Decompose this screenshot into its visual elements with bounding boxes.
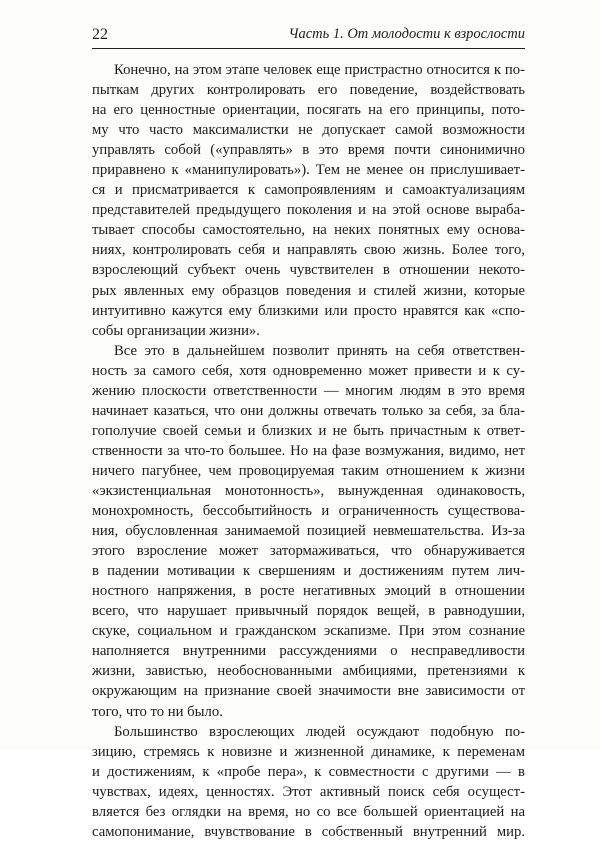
paragraph-2 — [92, 341, 525, 722]
text-line: вляется без оглядки на время, но со все большей ориентацией на — [92, 803, 525, 820]
page-header — [92, 22, 525, 49]
text-line: окружающим на признание своей значимости вне зависимости от — [92, 683, 525, 700]
text-line: ность за самого себя, хотя одновременно может привести и к су- — [92, 362, 525, 379]
text-line: тывает способы самостоятельно, на неких понятных ему основа- — [92, 222, 525, 239]
text-line: зицию, стремясь к новизне и жизненной динамике, к переменам — [92, 743, 525, 760]
text-line: ся и присматривается к самопроявлениям и самоактуализациям — [92, 182, 525, 199]
text-line: интуитивно кажутся ему близкими или просто нравятся как «спо- — [92, 302, 525, 319]
text-line: представителей предыдущего поколения и на этой основе выраба- — [92, 202, 525, 219]
running-title: Часть 1. От молодости к взрослости — [288, 26, 525, 42]
text-line: му что часто максималистки не допускает самой возможности — [92, 122, 525, 139]
text-line: собы организации жизни». — [92, 322, 260, 339]
text-line: всего, что нарушает привычный порядок вещей, в равнодушии, — [92, 603, 525, 620]
text-line: рых явленных ему образцов поведения и стилей жизни, которые — [92, 282, 525, 299]
page-number: 22 — [92, 26, 108, 43]
text-line: на его ценностные ориентации, посягать на его принципы, пото- — [92, 102, 525, 119]
text-line: чувствах, идеях, ценностях. Этот активный поиск себя осущест- — [92, 783, 525, 800]
text-line: скуке, социальном и гражданском эскапизме. При этом сознание — [92, 623, 525, 640]
body-text — [92, 60, 525, 842]
text-line: ностного напряжения, в росте негативных эмоций в отношении — [92, 583, 525, 600]
text-line: этого взросление может затормаживаться, что обнаруживается — [92, 543, 525, 560]
text-line: наполняется внутренними рассуждениями о несправедливости — [92, 643, 525, 660]
text-line: того, что то ни было. — [92, 703, 223, 720]
text-line: в падении мотивации к свершениям и достижениям путем лич- — [92, 563, 525, 580]
paragraph-1 — [92, 60, 525, 341]
text-line: начинает казаться, что они должны отвечать только за себя, за бла- — [92, 402, 525, 419]
text-line: пыткам других контролировать его поведение, воздействовать — [92, 82, 525, 99]
text-line: ственности за что-то большее. Но на фазе возмужания, видимо, нет — [92, 442, 525, 459]
text-line: жизни, завистью, необоснованными амбициями, претензиями к — [92, 663, 525, 680]
text-line: приравнено к «манипулировать»). Тем не менее он прислушивает- — [92, 162, 525, 179]
text-line: монохромность, бессобытийность и ограниченность существова- — [92, 503, 525, 520]
text-line: Конечно, на этом этапе человек еще пристрастно относится к по- — [114, 62, 525, 78]
text-line: ничего пагубнее, чем провоцируемая таким отношением к жизни — [92, 462, 525, 479]
text-line: «экзистенциальная монотонность», вынужденная одинаковость, — [92, 482, 525, 499]
text-line: самопонимание, вчувствование в собственный внутренний мир. — [92, 823, 525, 840]
text-line: Все это в дальнейшем позволит принять на себя ответствен- — [114, 342, 525, 359]
text-line: и достижениям, к «пробе пера», к совместности с другими — в — [92, 763, 525, 780]
paragraph-3 — [92, 722, 525, 842]
text-line: Большинство взрослеющих людей осуждают подобную по- — [114, 723, 525, 740]
text-line: ния, обусловленная занимаемой позицией невмешательства. Из-за — [92, 523, 525, 540]
text-line: управлять собой («управлять» в это время почти синонимично — [92, 142, 525, 159]
text-line: жению плоскости ответственности — многим людям в это время — [92, 382, 525, 399]
text-line: гополучие своей семьи и близких и не быть причастным к ответ- — [92, 422, 525, 439]
text-line: ниях, контролировать себя и направлять свою жизнь. Более того, — [92, 242, 525, 259]
text-line: взрослеющий субъект очень чувствителен в отношении некото- — [92, 262, 525, 279]
